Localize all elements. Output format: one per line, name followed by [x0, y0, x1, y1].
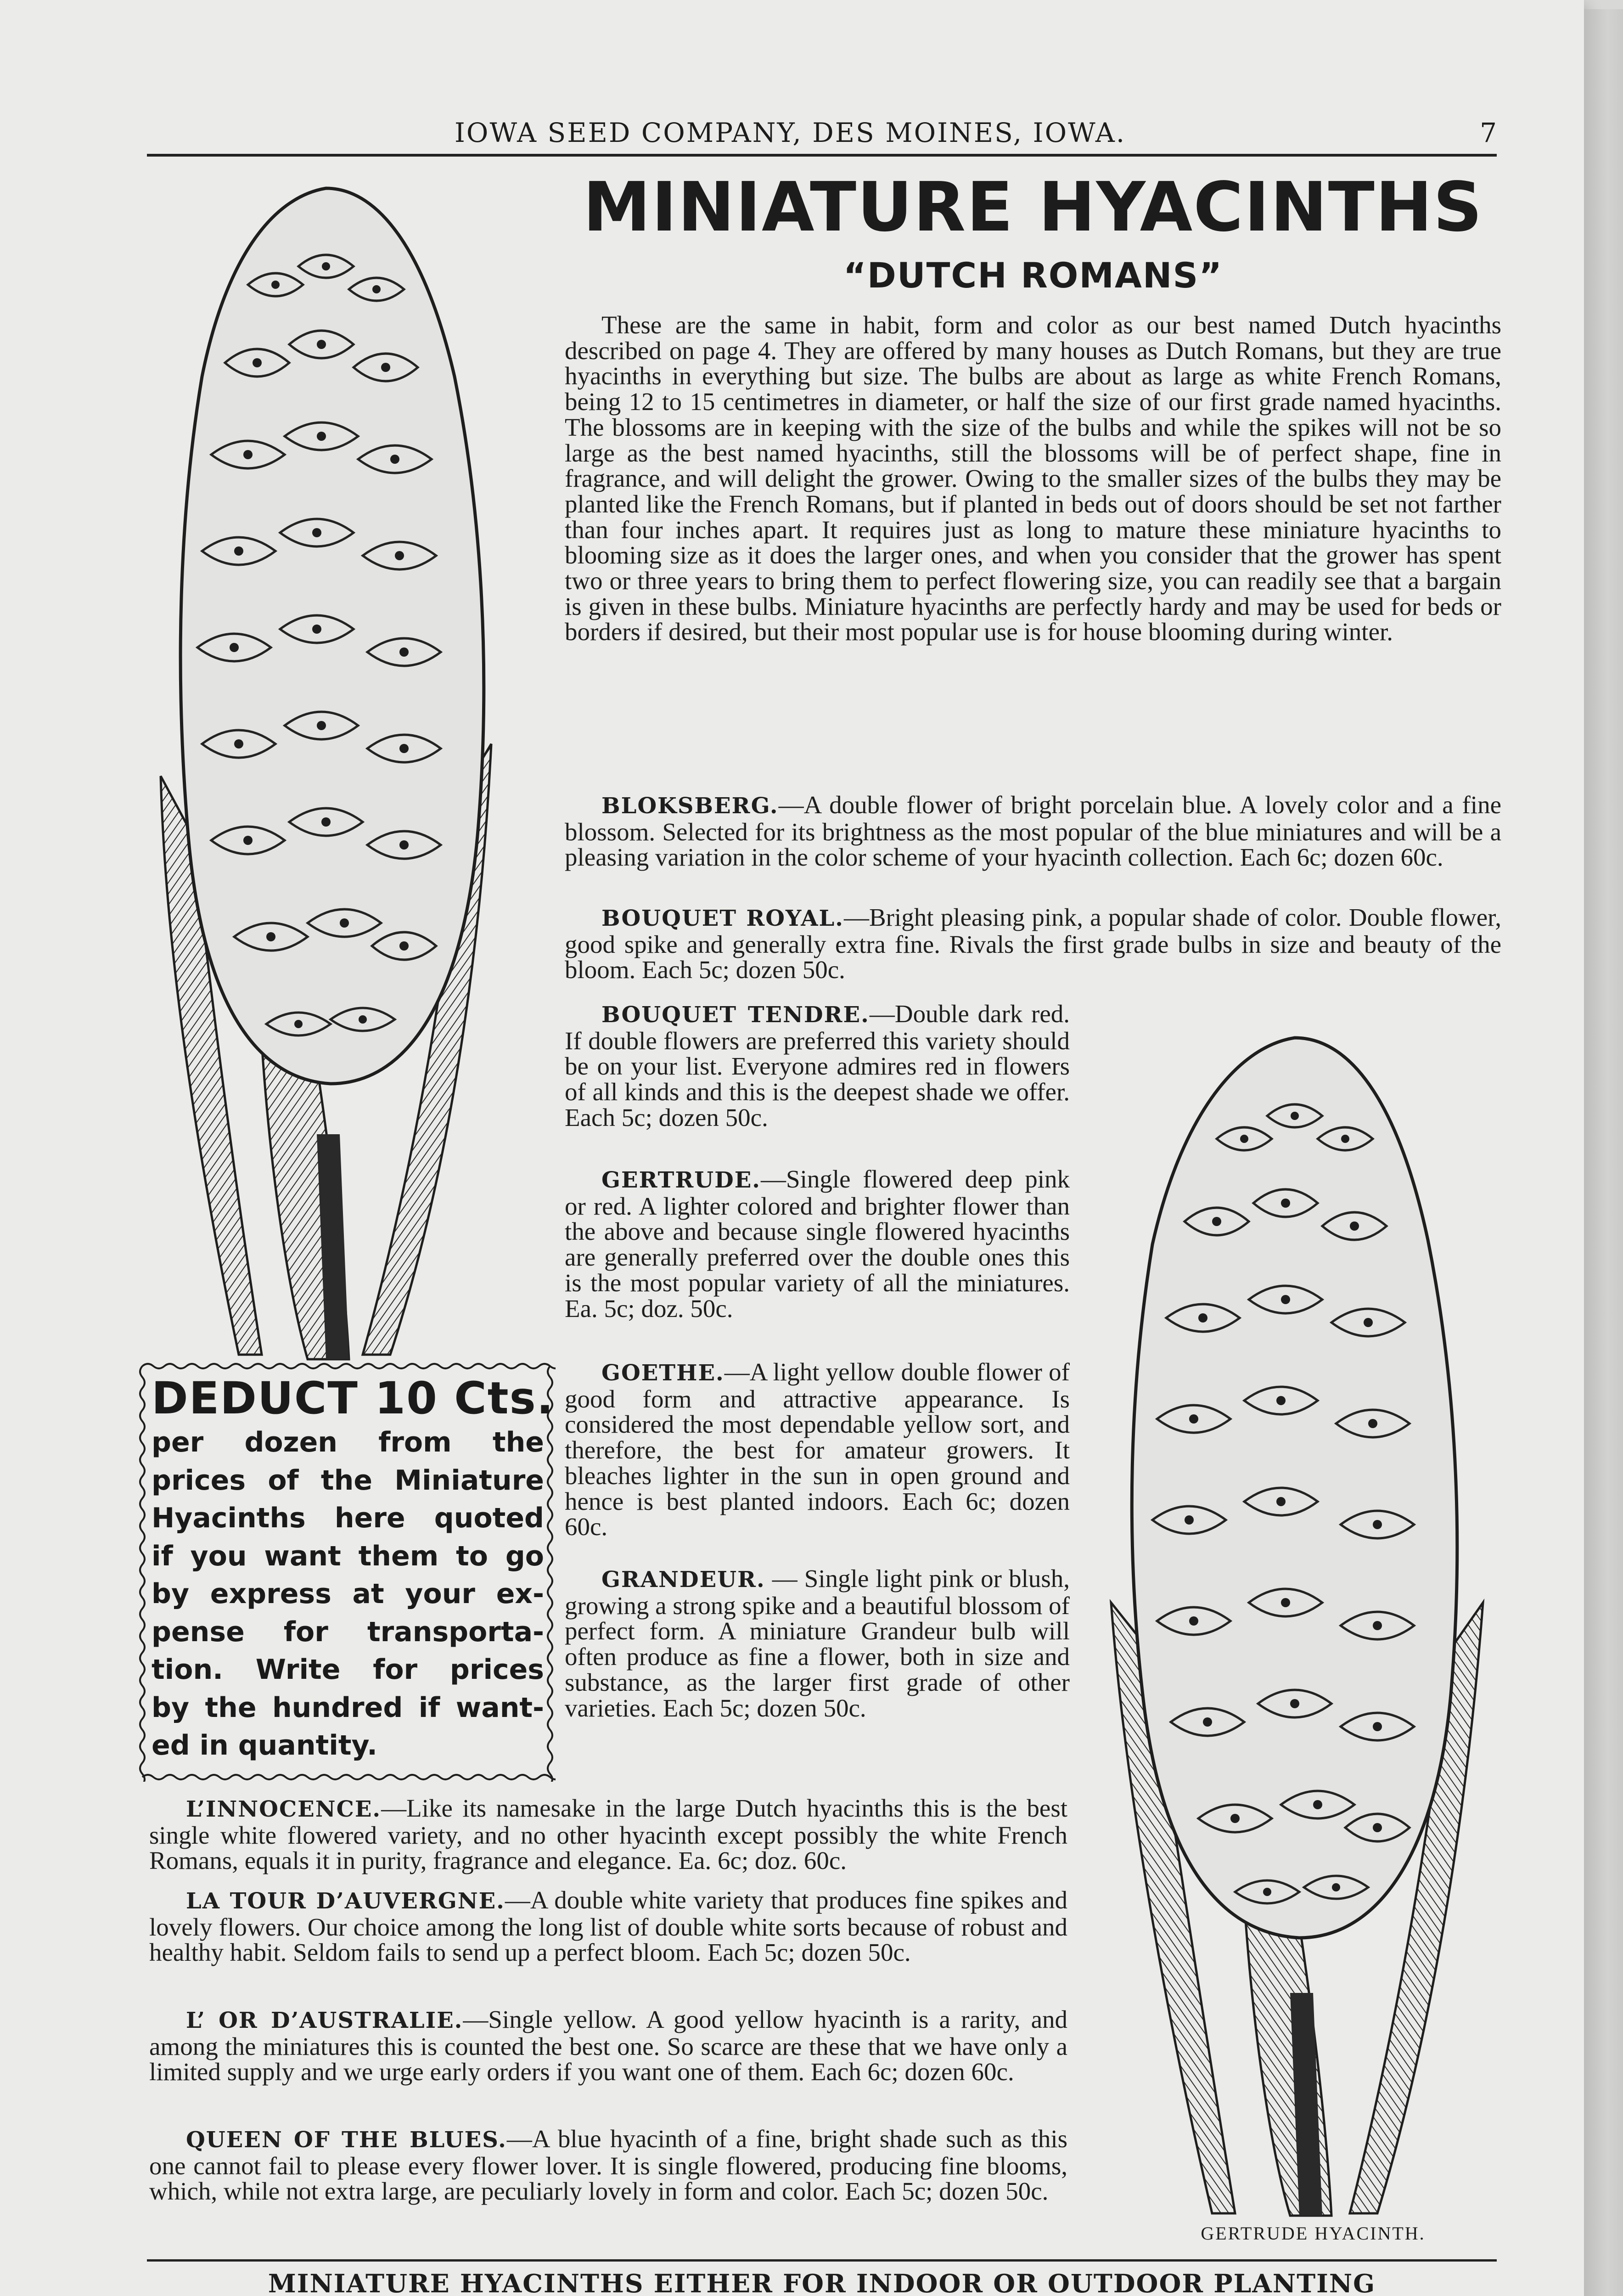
box-text — [152, 1373, 555, 1765]
header-title: IOWA SEED COMPANY, DES MOINES, IOWA. — [455, 117, 1126, 148]
discount-box — [138, 1362, 556, 1782]
variety-text: —A double white variety that produces fine spikes and lovely flowers. Our choice among the long list of double white sorts because of robust and healthy habit. Seldom fails to send up a perfect bloom. Each 5c; dozen 50c. — [149, 1886, 1067, 1967]
variety-name: L’INNOCENCE. — [186, 1796, 382, 1822]
variety-name: GRANDEUR. — [601, 1567, 765, 1593]
variety-grandeur — [565, 1566, 1070, 1721]
page-title: MINIATURE HYACINTHS — [583, 168, 1483, 247]
left-hyacinth-illustration — [133, 170, 533, 1364]
variety-text: —Single flowered deep pink or red. A lighter colored and brighter flower than the above and because single flowered hyacinths are generally preferred over the double ones this is the most popular variety of all the miniatures. Ea. 5c; doz. 50c. — [565, 1165, 1070, 1322]
box-line: pense for transporta- — [152, 1615, 544, 1648]
intro-paragraph: These are the same in habit, form and color as our best named Dutch hyacinths described on page 4. They are offered by many houses as Dutch Romans, but they are true hyacinths in everything but size. The bulbs are about as large as white French Romans, being 12 to 15 centimetres in diameter, or half the size of our first grade named hyacinths. The blossoms are in keeping with the size of the bulbs and while the spikes will not be so large as the best named hyacinths, still the blossoms will be of perfect shape, fine in fragrance, and will delight the grower. Owing to the smaller sizes of the bulbs they may be planted like the French Romans, but if planted in beds out of doors should be set not farther than four inches apart. It requires just as long to mature these miniature hyacinths to blooming size as it does the larger ones, and when you consider that the grower has spent two or three years to bring them to perfect flowering size, you can readily see that a bargain is given in these bulbs. Miniature hyacinths are perfectly hardy and may be used for beds or borders if desired, but their most popular use is for house blooming during winter. — [565, 311, 1501, 646]
variety-text: —A double flower of bright porcelain blue. A lovely color and a fine blossom. Selected for its brightness as the most popular of the blue miniatures and will be a pleasing variation in the color scheme of your hyacinth collection. Each 6c; dozen 60c. — [565, 791, 1501, 872]
variety-lor-daustralie — [149, 2007, 1067, 2085]
variety-bouquet-tendre — [565, 1001, 1070, 1131]
variety-queen-of-the-blues — [149, 2126, 1067, 2204]
box-line: if you want them to go — [152, 1540, 544, 1572]
variety-name: GERTRUDE. — [601, 1167, 761, 1193]
variety-name: BLOKSBERG. — [601, 793, 779, 819]
variety-text: — Single light pink or blush, growing a strong spike and a beautiful blossom of perfect form. A miniature Grandeur bulb will often produce as fine a flower, both in size and substance, as the larger first grade of other varieties. Each 5c; dozen 50c. — [565, 1564, 1070, 1722]
page-number: 7 — [1480, 117, 1497, 148]
box-line: tion. Write for prices — [152, 1654, 544, 1686]
variety-la-tour-dauvergne — [149, 1887, 1067, 1965]
variety-bouquet-royal — [565, 905, 1501, 983]
page-footer: MINIATURE HYACINTHS EITHER FOR INDOOR OR OUTDOOR PLANTING — [268, 2268, 1376, 2296]
page-header — [147, 117, 1497, 157]
variety-text: —Single yellow. A good yellow hyacinth is a rarity, and among the miniatures this is counted the best one. So scarce are these that we have only a limited supply and we urge early orders if you want one of them. Each 6c; dozen 60c. — [149, 2005, 1068, 2086]
variety-linnocence — [149, 1795, 1067, 1874]
bottom-rule — [147, 2259, 1497, 2262]
variety-name: QUEEN OF THE BLUES. — [186, 2127, 507, 2153]
variety-text: —Double dark red. If double flowers are preferred this variety should be on your list. Everyone admires red in flowers of all kinds and this is the deepest shade we offer. Each 5c; dozen 50c. — [565, 1000, 1070, 1131]
variety-text: —Like its namesake in the large Dutch hyacinths this is the best single white flowered variety, and no other hyacinth except possibly the white French Romans, equals it in purity, fragrance and elegance. Ea. 6c; doz. 60c. — [149, 1794, 1067, 1875]
box-line: prices of the Miniature — [152, 1464, 544, 1497]
variety-name: GOETHE. — [601, 1360, 724, 1386]
variety-text: —Bright pleasing pink, a popular shade of color. Double flower, good spike and generally extra fine. Rivals the first grade bulbs in size and beauty of the bloom. Each 5c; dozen 50c. — [565, 903, 1501, 984]
variety-text: —A light yellow double flower of good form and attractive appearance. Is considered the most dependable yellow sort, and therefore, the best for amateur growers. It bleaches lighter in the sun in open ground and hence is best planted indoors. Each 6c; dozen 60c. — [565, 1358, 1070, 1541]
variety-goethe — [565, 1359, 1070, 1540]
page-subtitle: “DUTCH ROMANS” — [843, 255, 1223, 296]
box-heading: DEDUCT 10 Cts. — [152, 1373, 555, 1424]
variety-name: BOUQUET TENDRE. — [601, 1002, 870, 1028]
right-hyacinth-illustration — [1097, 1029, 1492, 2218]
page-edge — [1584, 9, 1623, 2296]
variety-name: BOUQUET ROYAL. — [601, 906, 844, 931]
variety-name: LA TOUR D’AUVERGNE. — [186, 1888, 505, 1914]
variety-name: L’ OR D’AUSTRALIE. — [186, 2008, 463, 2033]
box-line: per dozen from the — [152, 1426, 544, 1458]
box-line: Hyacinths here quoted — [152, 1502, 544, 1534]
box-line: by express at your ex- — [152, 1578, 544, 1610]
variety-text: —A blue hyacinth of a fine, bright shade such as this one cannot fail to please every flower lover. It is single flowered, producing fine blooms, which, while not extra large, are peculiarly lovely in form and color. Each 5c; dozen 50c. — [149, 2125, 1068, 2206]
illustration-caption: GERTRUDE HYACINTH. — [1201, 2223, 1426, 2244]
box-line: ed in quantity. — [152, 1729, 377, 1761]
variety-bloksberg — [565, 792, 1501, 870]
variety-gertrude — [565, 1166, 1070, 1321]
box-line: by the hundred if want- — [152, 1691, 544, 1724]
